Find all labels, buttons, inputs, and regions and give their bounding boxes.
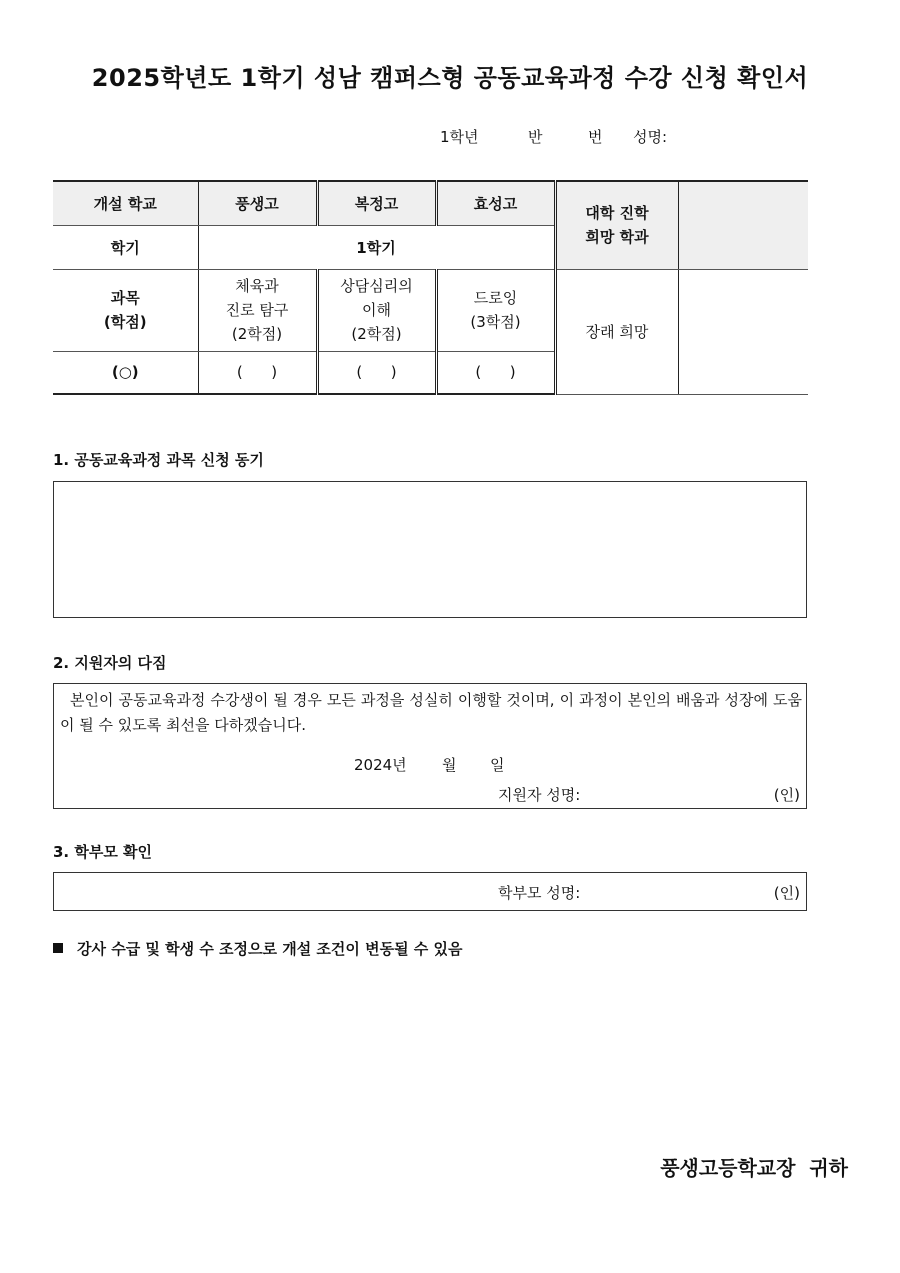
pledge-day: 일 xyxy=(490,756,505,774)
selection-mark-drawing[interactable]: ( ) xyxy=(436,351,555,394)
class-label: 반 xyxy=(528,128,543,146)
square-bullet-icon xyxy=(53,943,63,953)
pledge-year: 2024년 xyxy=(354,756,407,774)
school-pungsaeng: 풍생고 xyxy=(198,181,317,225)
section2-title: 2. 지원자의 다짐 xyxy=(53,654,167,672)
addressee: 풍생고등학교장 귀하 xyxy=(660,1156,848,1180)
subject-counseling xyxy=(317,269,436,351)
number-label: 번 xyxy=(588,128,603,146)
subject-line: 체육과 xyxy=(235,277,279,295)
pledge-date xyxy=(354,754,505,775)
parent-seal: (인) xyxy=(773,884,800,902)
pledge-month: 월 xyxy=(442,756,457,774)
semester-value: 1학기 xyxy=(198,225,555,269)
student-info-line xyxy=(440,126,667,147)
school-bokjeong: 복정고 xyxy=(317,181,436,225)
section3-title: 3. 학부모 확인 xyxy=(53,843,153,861)
applicant-seal: (인) xyxy=(773,786,800,804)
subject-line: 진로 탐구 xyxy=(225,301,289,319)
subject-credit: (2학점) xyxy=(231,325,283,343)
applicant-sign-label: 지원자 성명: xyxy=(498,786,581,804)
grade-label: 1학년 xyxy=(440,128,479,146)
parent-confirm-box xyxy=(53,872,807,911)
selection-mark-counseling[interactable]: ( ) xyxy=(317,351,436,394)
school-hyoseong: 효성고 xyxy=(436,181,555,225)
subject-drawing xyxy=(436,269,555,351)
career-hope-label: 장래 희망 xyxy=(555,269,678,394)
motivation-box[interactable] xyxy=(53,481,807,618)
notice xyxy=(53,938,463,959)
selection-mark-header: (○) xyxy=(53,351,198,394)
pledge-box xyxy=(53,683,807,809)
name-label: 성명: xyxy=(633,128,668,146)
notice-text: 강사 수급 및 학생 수 조정으로 개설 조건이 변동될 수 있음 xyxy=(77,940,463,958)
subject-line: 상담심리의 xyxy=(340,277,413,295)
subject-line: 드로잉 xyxy=(473,289,518,307)
college-major-field[interactable] xyxy=(678,181,808,269)
subject-credit: (3학점) xyxy=(470,313,521,331)
pledge-text: 본인이 공동교육과정 수강생이 될 경우 모든 과정을 성실히 이행할 것이며, 이 과정이 본인의 배움과 성장에 도움이 될 수 있도록 최선을 다하겠습니다. xyxy=(60,691,802,734)
selection-mark-pe-career[interactable]: ( ) xyxy=(198,351,317,394)
college-major-header xyxy=(555,181,678,269)
subject-credit: (2학점) xyxy=(351,325,402,343)
subject-pe-career xyxy=(198,269,317,351)
subject-header-line1: 과목 xyxy=(110,289,140,307)
college-header-line1: 대학 진학 xyxy=(585,204,649,223)
school-header: 개설 학교 xyxy=(53,181,198,225)
document-title: 2025학년도 1학기 성남 캠퍼스형 공동교육과정 수강 신청 확인서 xyxy=(91,64,809,92)
section1-title: 1. 공동교육과정 과목 신청 동기 xyxy=(53,451,264,469)
subject-header-line2: (학점) xyxy=(103,313,147,331)
semester-header: 학기 xyxy=(53,225,198,269)
college-header-line2: 희망 학과 xyxy=(585,228,649,247)
subject-line: 이해 xyxy=(362,301,391,319)
application-table xyxy=(53,180,808,395)
career-hope-field[interactable] xyxy=(678,269,808,394)
parent-sign-label: 학부모 성명: xyxy=(498,884,581,902)
subject-header xyxy=(53,269,198,351)
